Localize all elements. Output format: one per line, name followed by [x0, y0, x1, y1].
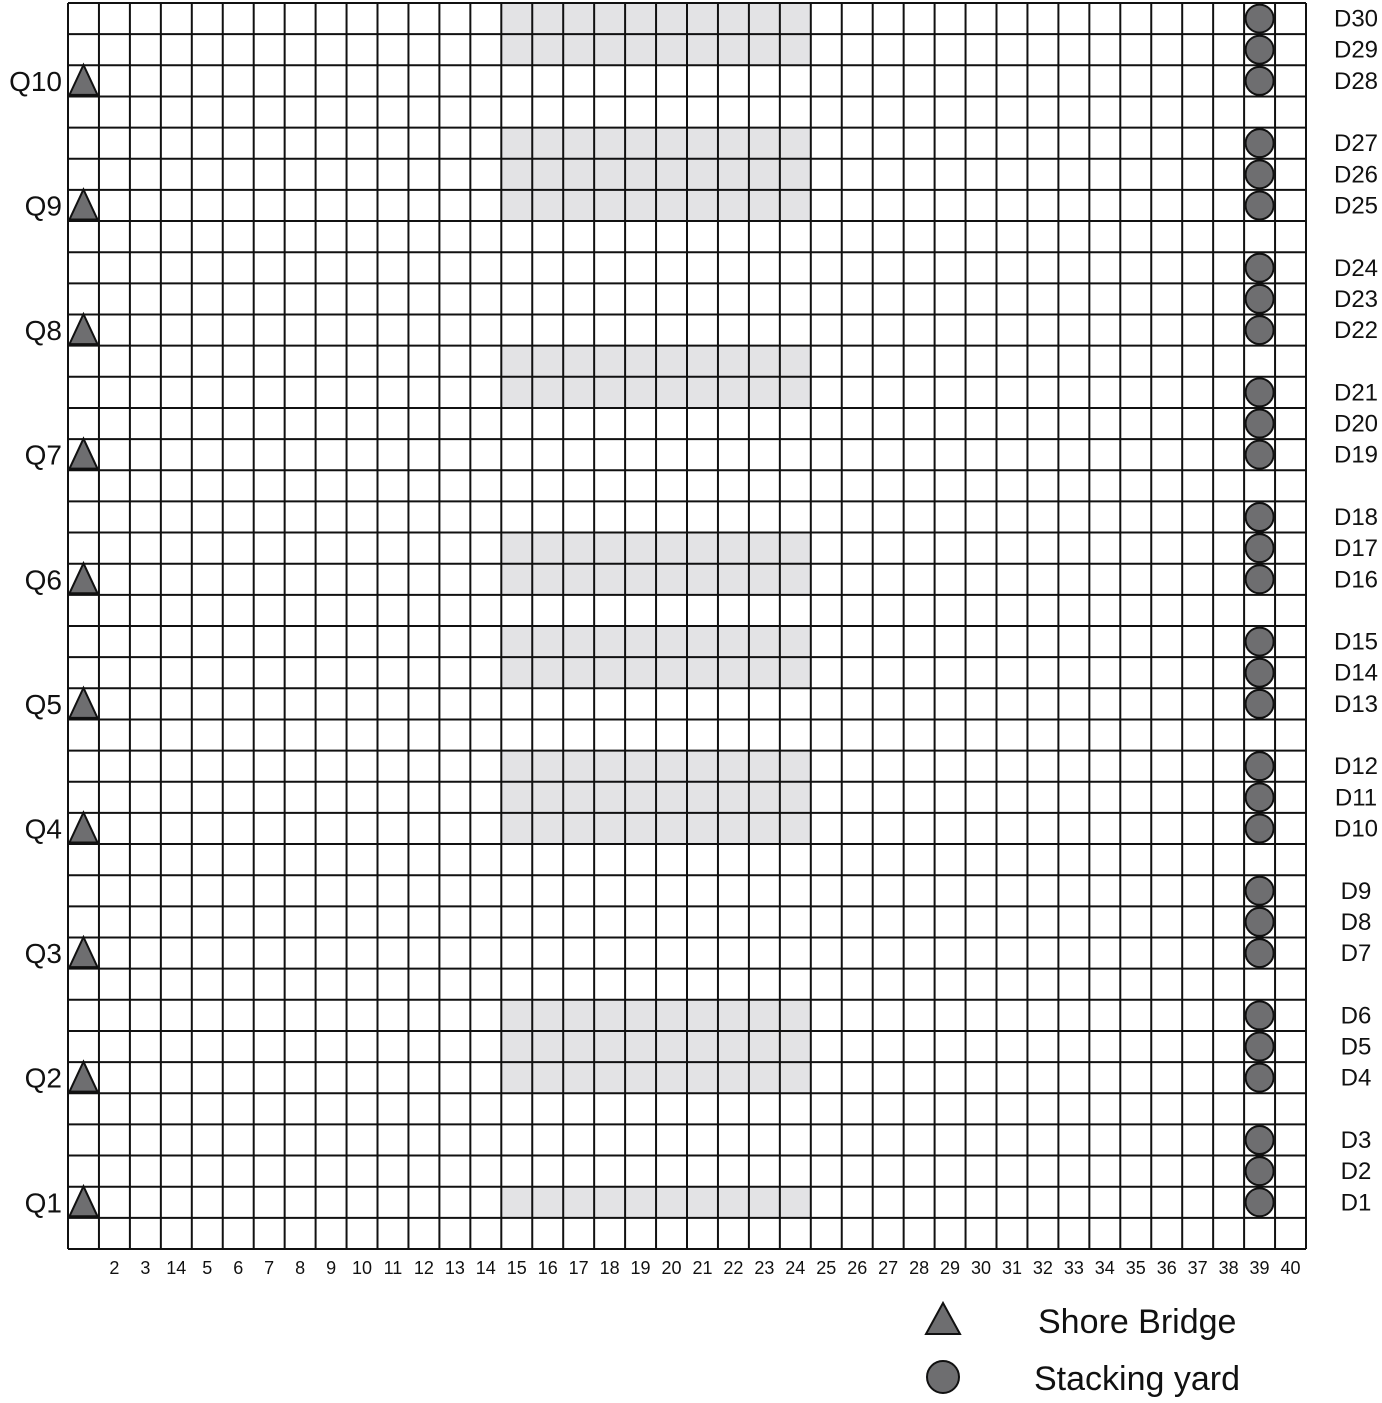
column-label: 9: [326, 1258, 337, 1278]
stacking-yard-icon: [1246, 1001, 1274, 1029]
stacking-yard-label: D14: [1333, 659, 1379, 687]
stacking-yard-icon: [1246, 752, 1274, 780]
stacking-yard-icon: [1246, 659, 1274, 687]
legend-shore-bridge-label: Shore Bridge: [1038, 1303, 1237, 1341]
stacking-yard-label: D16: [1333, 566, 1379, 594]
shore-bridge-icon: [69, 314, 97, 344]
column-label: 17: [568, 1258, 589, 1278]
column-label: 7: [264, 1258, 275, 1278]
shore-bridge-label: Q3: [24, 938, 62, 970]
stacking-yard-icon: [1246, 939, 1274, 967]
stacking-yard-label: D23: [1333, 285, 1379, 313]
stacking-yard-icon: [1246, 877, 1274, 905]
shore-bridge-icon: [69, 1062, 97, 1092]
column-label: 2: [109, 1258, 120, 1278]
column-label: 11: [383, 1258, 403, 1278]
stacking-yard-icon: [1246, 908, 1274, 936]
stacking-yard-label: D27: [1333, 130, 1379, 158]
stacking-yard-label: D4: [1340, 1064, 1372, 1092]
stacking-yard-label: D24: [1333, 254, 1379, 282]
shore-bridge-label: Q5: [24, 688, 62, 720]
shore-bridge-label: Q7: [24, 439, 62, 471]
stacking-yard-icon: [1246, 36, 1274, 64]
column-label: 29: [940, 1258, 961, 1278]
stacking-yard-label: D18: [1333, 503, 1379, 531]
column-label: 40: [1280, 1258, 1301, 1278]
stacking-yard-label: D19: [1333, 441, 1379, 469]
stacking-yard-label: D25: [1333, 192, 1379, 220]
column-label: 14: [166, 1258, 187, 1278]
shore-bridge-icon: [69, 439, 97, 469]
column-label: 12: [413, 1258, 434, 1278]
stacking-yard-icon: [1246, 1188, 1274, 1216]
stacking-yard-label: D6: [1340, 1002, 1372, 1030]
column-label: 18: [599, 1258, 620, 1278]
stacking-yard-icon: [1246, 503, 1274, 531]
stacking-yard-label: D7: [1340, 940, 1372, 968]
column-label: 24: [785, 1258, 806, 1278]
stacking-yard-label: D22: [1333, 317, 1379, 345]
shore-bridge-icon: [69, 812, 97, 842]
column-label: 32: [1032, 1258, 1053, 1278]
column-label: 35: [1125, 1258, 1146, 1278]
stacking-yard-icon: [1246, 410, 1274, 438]
stacking-yard-label: D13: [1333, 690, 1379, 718]
shore-bridge-icon: [69, 65, 97, 95]
column-label: 39: [1249, 1258, 1270, 1278]
column-label: 27: [878, 1258, 899, 1278]
grid-lines: [68, 3, 1306, 1249]
column-label: 33: [1063, 1258, 1084, 1278]
stacking-yard-icon: [1246, 191, 1274, 219]
column-label: 22: [723, 1258, 744, 1278]
stacking-yard-label: D12: [1333, 753, 1379, 781]
column-label: 16: [537, 1258, 558, 1278]
column-label: 10: [352, 1258, 373, 1278]
column-label: 6: [233, 1258, 244, 1278]
stacking-yard-icon: [1246, 783, 1274, 811]
column-label: 23: [754, 1258, 775, 1278]
shore-bridge-label: Q10: [9, 65, 62, 97]
column-label: 34: [1094, 1258, 1115, 1278]
stacking-yard-icon: [1246, 1033, 1274, 1061]
column-label: 28: [909, 1258, 930, 1278]
column-label: 13: [444, 1258, 465, 1278]
stacking-yard-label: D11: [1334, 784, 1378, 812]
stacking-yard-label: D15: [1333, 628, 1379, 656]
column-label: 25: [816, 1258, 837, 1278]
stacking-yard-icon: [1246, 441, 1274, 469]
shore-bridge-label: Q2: [24, 1062, 62, 1094]
stacking-yard-label: D30: [1333, 5, 1379, 33]
column-label: 38: [1218, 1258, 1239, 1278]
shore-bridge-label: Q6: [24, 564, 62, 596]
stacking-yard-label: D2: [1340, 1158, 1372, 1186]
stacking-yard-label: D17: [1333, 535, 1379, 563]
stacking-yard-icon: [1246, 316, 1274, 344]
stacking-yard-label: D28: [1333, 67, 1379, 95]
shore-bridge-icon: [69, 1186, 97, 1216]
stacking-yard-label: D3: [1340, 1126, 1372, 1154]
stacking-yard-label: D9: [1340, 877, 1372, 905]
column-label: 14: [475, 1258, 496, 1278]
stacking-yard-icon: [1246, 814, 1274, 842]
shore-bridge-label: Q8: [24, 315, 62, 347]
stacking-yard-icon: [1246, 378, 1274, 406]
stacking-yard-label: D8: [1340, 908, 1372, 936]
stacking-yard-label: D29: [1333, 36, 1379, 64]
stacking-yard-label: D20: [1333, 410, 1379, 438]
stacking-yard-label: D21: [1333, 379, 1379, 407]
stacking-yard-icon: [1246, 254, 1274, 282]
stacking-yard-icon: [1246, 565, 1274, 593]
stacking-yard-icon: [1246, 1064, 1274, 1092]
shore-bridge-icon: [69, 563, 97, 593]
shore-bridge-icon: [69, 937, 97, 967]
stacking-yard-icon: [1246, 1126, 1274, 1154]
legend-stacking-yard-icon: [927, 1361, 959, 1393]
column-label: 3: [140, 1258, 151, 1278]
stacking-yard-icon: [1246, 534, 1274, 562]
stacking-yard-label: D26: [1333, 161, 1379, 189]
stacking-yard-label: D5: [1340, 1033, 1372, 1061]
stacking-yard-icon: [1246, 129, 1274, 157]
column-label: 5: [202, 1258, 213, 1278]
stacking-yard-label: D1: [1340, 1189, 1372, 1217]
column-label: 21: [692, 1258, 713, 1278]
column-label: 30: [971, 1258, 992, 1278]
column-label: 31: [1001, 1258, 1022, 1278]
legend: [926, 1303, 1240, 1398]
shore-bridge-label: Q9: [24, 190, 62, 222]
column-label: 20: [661, 1258, 682, 1278]
column-label: 15: [506, 1258, 527, 1278]
stacking-yard-icon: [1246, 67, 1274, 95]
shore-bridge-label: Q4: [24, 813, 62, 845]
stacking-yard-icon: [1246, 690, 1274, 718]
column-label: 26: [847, 1258, 868, 1278]
legend-shore-bridge-icon: [926, 1303, 960, 1334]
stacking-yard-icon: [1246, 5, 1274, 33]
stacking-yard-label: D10: [1333, 815, 1379, 843]
column-label: 37: [1187, 1258, 1208, 1278]
column-label: 19: [630, 1258, 651, 1278]
stacking-yard-icon: [1246, 160, 1274, 188]
column-label: 36: [1156, 1258, 1177, 1278]
shore-bridge-icon: [69, 688, 97, 718]
stacking-yard-icon: [1246, 628, 1274, 656]
stacking-yard-icon: [1246, 285, 1274, 313]
shore-bridge-label: Q1: [24, 1187, 62, 1219]
legend-stacking-yard-label: Stacking yard: [1034, 1360, 1240, 1398]
stacking-yard-icon: [1246, 1157, 1274, 1185]
shore-bridge-icon: [69, 189, 97, 219]
column-label: 8: [295, 1258, 306, 1278]
